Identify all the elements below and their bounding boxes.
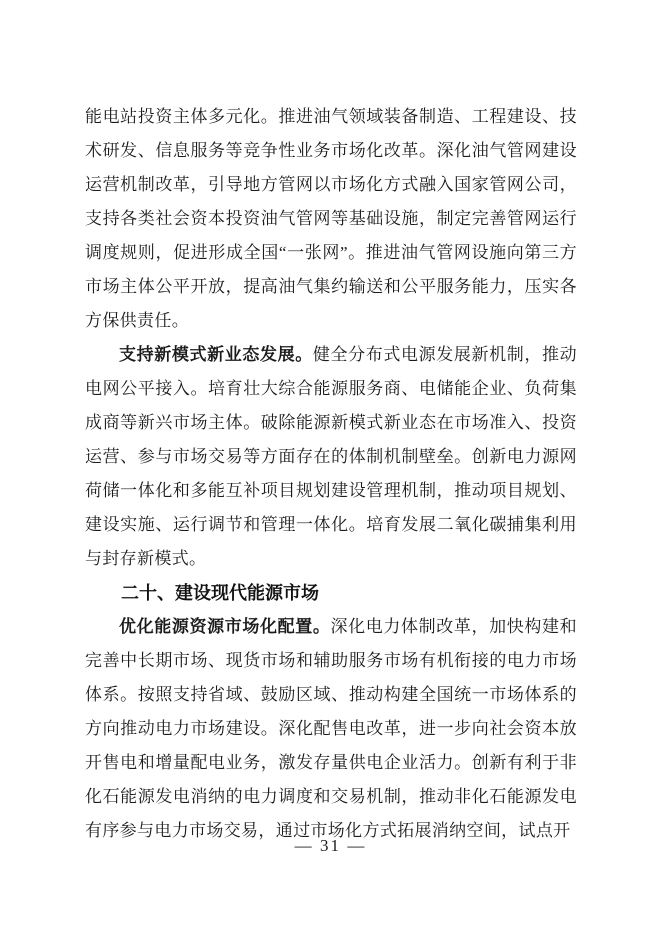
section-heading-modern-energy-market: 二十、建设现代能源市场 bbox=[121, 583, 319, 603]
paragraph-new-modes bbox=[85, 338, 577, 576]
paragraph-text-energy-market: 深化电力体制改革，加快构建和完善中长期市场、现货市场和辅助服务市场有机衔接的电力市场体系。按照支持省域、鼓励区域、推动构建全国统一市场体系的方向推动电力市场建设。深化配售电改革，进一步向社会资本放开售电和增量配电业务，激发存量供电企业活力。创新有利于非化石能源发电消纳的电力调度和交易机制，推动非化石能源发电有序参与电力市场交易，通过市场化方式拓展消纳空间，试点开 bbox=[85, 617, 577, 840]
page-number: — 31 — bbox=[294, 836, 367, 855]
paragraph-energy-market-allocation bbox=[85, 610, 577, 848]
paragraph-oil-gas-continuation: 能电站投资主体多元化。推进油气领域装备制造、工程建设、技术研发、信息服务等竞争性业务市场化改革。深化油气管网建设运营机制改革，引导地方管网以市场化方式融入国家管网公司，支持各类社会资本投资油气管网等基础设施，制定完善管网运行调度规则，促进形成全国“一张网”。推进油气管网设施向第三方市场主体公平开放，提高油气集约输送和公平服务能力，压实各方保供责任。 bbox=[85, 107, 577, 330]
paragraph-lead-new-modes: 支持新模式新业态发展。 bbox=[119, 345, 313, 364]
page-footer bbox=[0, 836, 661, 856]
paragraph-text-new-modes: 健全分布式电源发展新机制，推动电网公平接入。培育壮大综合能源服务商、电储能企业、负荷集成商等新兴市场主体。破除能源新模式新业态在市场准入、投资运营、参与市场交易等方面存在的体制机制壁垒。创新电力源网荷储一体化和多能互补项目规划建设管理机制，推动项目规划、建设实施、运行调节和管理一体化。培育发展二氧化碳捕集利用与封存新模式。 bbox=[85, 345, 577, 568]
paragraph-lead-energy-market: 优化能源资源市场化配置。 bbox=[119, 617, 331, 636]
document-body bbox=[85, 100, 577, 848]
